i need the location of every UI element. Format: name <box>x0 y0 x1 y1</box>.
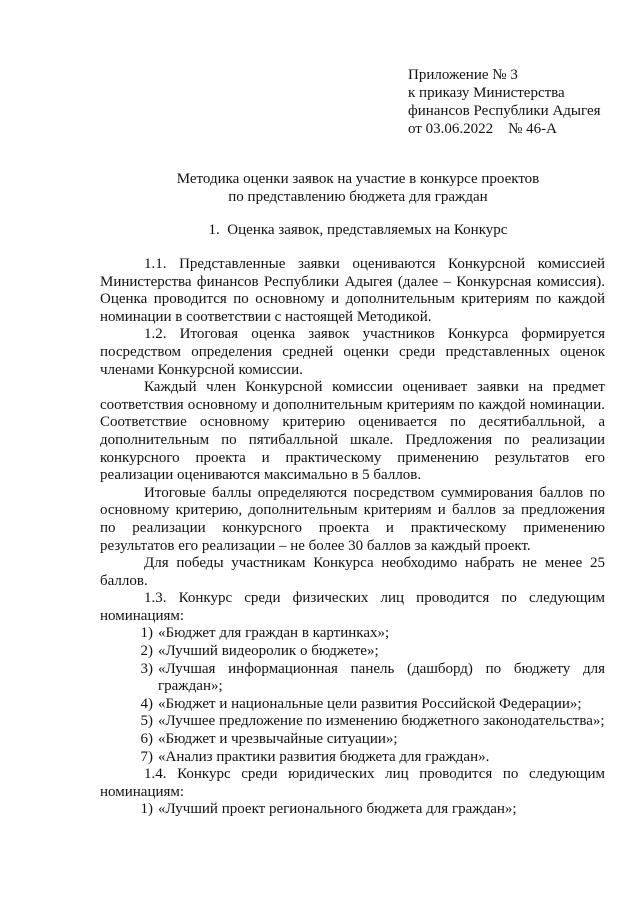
list-item-number: 7) <box>140 748 153 765</box>
list-item-text: «Бюджет и чрезвычайные ситуации»; <box>158 731 398 748</box>
list-item <box>100 713 605 731</box>
document-body <box>100 256 605 819</box>
appendix-line: от 03.06.2022 № 46-А <box>408 121 557 137</box>
paragraph-1-2: 1.2. Итоговая оценка заявок участников Конкурса формируется посредством определения средней оценки среди представленных оценок членами Конкурсной комиссии. <box>100 326 605 378</box>
list-item <box>100 643 605 661</box>
list-item-number: 5) <box>140 713 153 730</box>
list-item <box>100 661 605 696</box>
paragraph-total-score: Итоговые баллы определяются посредством суммирования баллов по основному критерию, дополнительным критериям и баллов за предложения по реализации конкурсного проекта и практическому применению результатов его реализации – не более 30 баллов за каждый проект. <box>100 484 605 554</box>
list-item-number: 3) <box>140 660 153 677</box>
nominations-legal-list <box>100 801 605 819</box>
list-item-number: 1) <box>140 801 153 818</box>
list-item-number: 6) <box>140 731 153 748</box>
nominations-physical-list <box>100 625 605 766</box>
paragraph-1-4: 1.4. Конкурс среди юридических лиц проводится по следующим номинациям: <box>100 766 605 800</box>
appendix-block <box>408 66 601 138</box>
list-item-text: «Лучший видеоролик о бюджете»; <box>158 643 379 660</box>
paragraph-1-3: 1.3. Конкурс среди физических лиц проводится по следующим номинациям: <box>100 590 605 624</box>
list-item-text: «Анализ практики развития бюджета для граждан». <box>158 748 490 765</box>
title-line: по представлению бюджета для граждан <box>228 189 488 205</box>
list-item <box>100 801 605 819</box>
list-item-number: 2) <box>140 643 153 660</box>
list-item <box>100 731 605 749</box>
list-item <box>100 625 605 643</box>
title-line: Методика оценки заявок на участие в конкурсе проектов <box>176 171 540 187</box>
list-item-text: «Лучший проект регионального бюджета для граждан»; <box>158 801 517 818</box>
list-item <box>100 749 605 767</box>
appendix-line: Приложение № 3 <box>408 67 518 83</box>
list-item-number: 1) <box>140 625 153 642</box>
list-item-text: «Лучшая информационная панель (дашборд) по бюджету для граждан»; <box>158 660 605 695</box>
appendix-line: к приказу Министерства <box>408 85 565 101</box>
section-heading: 1. Оценка заявок, представляемых на Конкурс <box>208 222 508 238</box>
paragraph-each-member: Каждый член Конкурсной комиссии оценивает заявки на предмет соответствия основному и дополнительным критериям по каждой номинации. Соответствие основному критерию оценивается по десятибалльной, а дополнительным по пятибалльной шкале. Предложения по реализации конкурсного проекта и практическому применению результатов его реализации оцениваются максимально в 5 баллов. <box>100 379 605 484</box>
list-item-text: «Бюджет для граждан в картинках»; <box>158 625 390 642</box>
appendix-line: финансов Республики Адыгея <box>408 103 601 119</box>
paragraph-1-1: 1.1. Представленные заявки оцениваются Конкурсной комиссией Министерства финансов Республики Адыгея (далее – Конкурсная комиссия). Оценка проводится по основному и дополнительным критериям по каждой номинации в соответствии с настоящей Методикой. <box>100 256 605 325</box>
list-item-text: «Лучшее предложение по изменению бюджетного законодательства»; <box>158 713 605 730</box>
list-item-text: «Бюджет и национальные цели развития Российской Федерации»; <box>158 695 582 712</box>
list-item-number: 4) <box>140 695 153 712</box>
paragraph-victory: Для победы участникам Конкурса необходимо набрать не менее 25 баллов. <box>100 555 605 589</box>
document-title <box>100 170 616 206</box>
list-item <box>100 696 605 714</box>
